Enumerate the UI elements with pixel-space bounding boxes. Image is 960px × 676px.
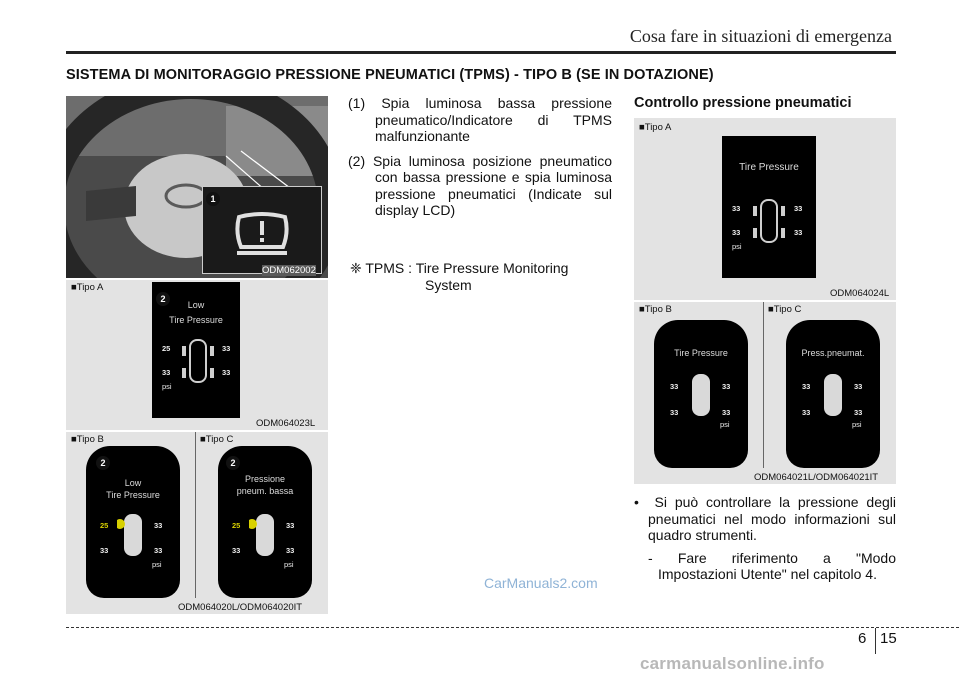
lcd-title-line1: Low: [187, 300, 205, 310]
unit-label: psi: [732, 242, 742, 251]
unit-label: psi: [152, 560, 162, 569]
note-definition-line2: System: [425, 276, 472, 293]
tire-fl-value: 25: [162, 344, 171, 353]
tire-fr-value: 33: [286, 521, 295, 530]
sub-item: [634, 550, 896, 583]
tpms-note: [350, 260, 614, 293]
tire-rr-value: 33: [286, 546, 295, 555]
note-line-1: [350, 260, 614, 277]
unit-label: psi: [284, 560, 294, 569]
tire-fr-value: 33: [854, 382, 863, 391]
tire-rl-value: 33: [732, 228, 741, 237]
tire-fr-value: 33: [222, 344, 231, 353]
tipo-b-label: ■ Tipo B: [639, 304, 672, 315]
tipo-b-label: ■ Tipo B: [71, 434, 104, 445]
list-item-number: (1): [348, 95, 366, 111]
lcd-title-line2: Tire Pressure: [106, 490, 160, 500]
tire-rr-value: 33: [154, 546, 163, 555]
watermark-link[interactable]: CarManuals2.com: [484, 575, 598, 591]
sub-item-line1: - Fare riferimento a "Modo: [648, 549, 896, 566]
car-top-view-icon: [117, 512, 149, 558]
tpms-warning-lamp-box: [202, 186, 322, 274]
unit-label: psi: [852, 420, 862, 429]
figure-caption: ODM064023L: [256, 418, 316, 429]
page-number-separator: [875, 628, 876, 654]
callout-marker-1: 1: [206, 192, 220, 206]
tire-rl-value: 33: [162, 368, 171, 377]
callout-marker-2: 2: [96, 456, 110, 470]
lcd-title: Tire Pressure: [739, 162, 799, 173]
figure-caption: ODM062002: [262, 265, 316, 276]
tire-rl-value: 33: [670, 408, 679, 417]
lcd-display-tipo-c: [786, 320, 880, 468]
chapter-title: Cosa fare in situazioni di emergenza: [629, 26, 892, 46]
tire-rl-value: 33: [232, 546, 241, 555]
bullet-icon: •: [634, 494, 655, 510]
car-top-view-icon: [753, 198, 785, 244]
tipo-c-label: ■ Tipo C: [768, 304, 801, 315]
note-term: TPMS :: [365, 260, 413, 276]
tire-fr-value: 33: [794, 204, 803, 213]
steering-wheel-figure: [66, 96, 328, 278]
tire-fl-value: 33: [802, 382, 811, 391]
car-top-view-icon: [685, 372, 717, 418]
car-top-view-icon: [817, 372, 849, 418]
note-symbol: ❈: [350, 260, 362, 276]
tire-rr-value: 33: [222, 368, 231, 377]
check-pressure-heading: Controllo pressione pneumatici: [634, 95, 852, 111]
list-item-text: Spia luminosa bassa pressione pneumatico/Indicatore di TPMS malfunzionante: [375, 95, 613, 144]
figure-caption: ODM064024L: [830, 288, 890, 299]
tipo-label: ■ Tipo A: [71, 282, 103, 293]
instrument-cluster-note: [634, 494, 896, 583]
tire-fl-value: 25: [232, 521, 241, 530]
header-rule: [66, 51, 896, 54]
tire-rr-value: 33: [854, 408, 863, 417]
tipo-label: ■ Tipo A: [639, 122, 671, 133]
callout-marker-2: 2: [156, 292, 170, 306]
car-top-view-icon: [182, 338, 214, 384]
unit-label: psi: [162, 382, 172, 391]
lcd-title-line2: pneum. bassa: [236, 486, 294, 496]
bullet-text: Si può controllare la pressione degli pneumatici nel modo informazioni sul quadro strumenti.: [648, 494, 896, 543]
tire-fr-value: 33: [154, 521, 163, 530]
tipo-a-check-figure: [634, 118, 896, 300]
chapter-number: 6: [858, 630, 867, 647]
figure-caption: ODM064021L/ODM064021IT: [754, 472, 879, 483]
footer-rule: [66, 627, 959, 628]
lcd-title-line1: Pressione: [244, 474, 286, 484]
tire-rl-value: 33: [100, 546, 109, 555]
tire-fr-value: 33: [722, 382, 731, 391]
tpms-warning-icon: [203, 187, 321, 273]
unit-label: psi: [720, 420, 730, 429]
callout-marker-2: 2: [226, 456, 240, 470]
tipo-a-low-pressure-figure: [66, 280, 328, 430]
tire-rr-value: 33: [722, 408, 731, 417]
panel-divider: [195, 432, 196, 598]
tire-fl-value: 33: [670, 382, 679, 391]
lcd-display: [722, 136, 816, 278]
tipo-b-c-low-pressure-figure: [66, 432, 328, 614]
lcd-title-line2: Tire Pressure: [169, 315, 223, 325]
tipo-c-label: ■ Tipo C: [200, 434, 233, 445]
sub-item-line2: Impostazioni Utente" nel capitolo 4.: [658, 566, 877, 582]
page-number: 15: [880, 630, 897, 647]
list-item-text: Spia luminosa posizione pneumatico con bassa pressione e spia luminosa pressione pneumatici (Indicate sul display LCD): [372, 152, 613, 218]
lcd-title-line1: Low: [124, 478, 142, 488]
warning-lamp-list: [348, 95, 612, 227]
figure-caption: ODM064020L/ODM064020IT: [178, 602, 303, 613]
lcd-title: Press.pneumat.: [801, 348, 865, 358]
lcd-title: Tire Pressure: [674, 348, 728, 358]
tire-rr-value: 33: [794, 228, 803, 237]
bullet-item: [634, 494, 896, 544]
lcd-display-tipo-b: [654, 320, 748, 468]
watermark-footer[interactable]: carmanualsonline.info: [640, 654, 825, 673]
section-title: SISTEMA DI MONITORAGGIO PRESSIONE PNEUMATICI (TPMS) - TIPO B (SE IN DOTAZIONE): [66, 67, 714, 83]
tire-fl-value: 25: [100, 521, 109, 530]
tire-rl-value: 33: [802, 408, 811, 417]
panel-divider: [763, 302, 764, 468]
list-item-number: (2): [348, 152, 366, 169]
tipo-b-c-check-figure: [634, 302, 896, 484]
car-top-view-icon: [249, 512, 281, 558]
note-definition-line1: Tire Pressure Monitoring: [415, 260, 569, 276]
tire-fl-value: 33: [732, 204, 741, 213]
list-item: [348, 95, 612, 145]
list-item: [348, 153, 612, 219]
